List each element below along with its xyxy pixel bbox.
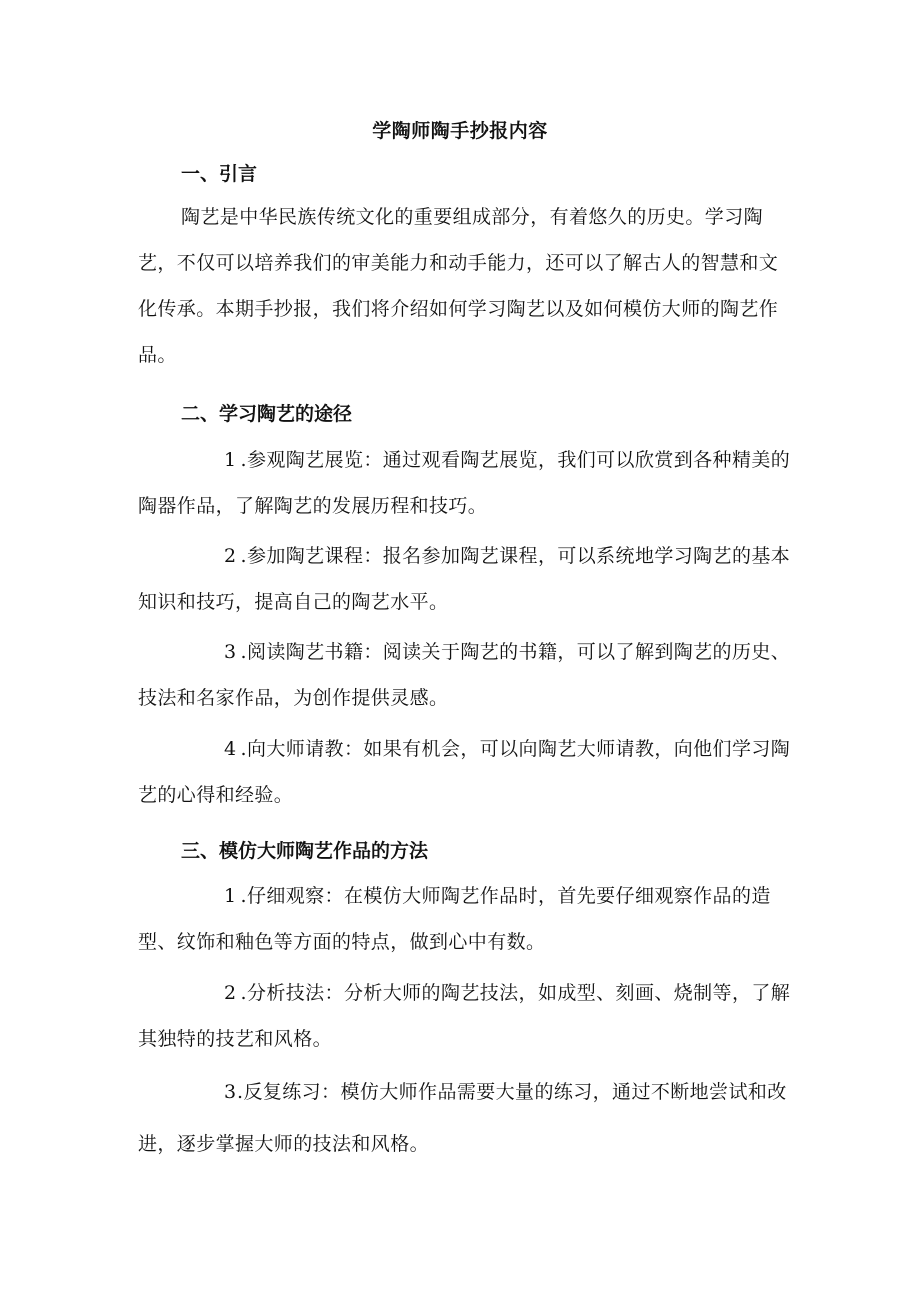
- list-item-number: 3: [224, 641, 237, 663]
- list-item: [138, 970, 798, 1062]
- document-title: 学陶师陶手抄报内容: [372, 120, 548, 142]
- list-item-text: .参加陶艺课程：报名参加陶艺课程，可以系统地学习陶艺的基本知识和技巧，提高自己的陶艺水平。: [138, 545, 791, 613]
- list-item: [138, 533, 798, 625]
- list-item-number: 1: [224, 885, 237, 907]
- list-item-number: 4: [224, 738, 237, 760]
- list-item: [138, 1066, 798, 1170]
- list-item-text: .参观陶艺展览：通过观看陶艺展览，我们可以欣赏到各种精美的陶器作品，了解陶艺的发展历程和技巧。: [138, 449, 791, 517]
- list-item: [138, 437, 798, 529]
- list-item: [138, 726, 798, 818]
- list-item-text: .阅读陶艺书籍：阅读关于陶艺的书籍，可以了解到陶艺的历史、技法和名家作品，为创作提供灵感。: [138, 641, 791, 709]
- list-item-number: 2: [224, 982, 237, 1004]
- list-item-text: .向大师请教：如果有机会，可以向陶艺大师请教，向他们学习陶艺的心得和经验。: [138, 738, 791, 806]
- list-item-number: 2: [224, 545, 237, 567]
- list-item: [138, 629, 798, 721]
- section-heading-introduction: 一、引言: [181, 163, 258, 185]
- section-heading-learning-paths: 二、学习陶艺的途径: [181, 403, 353, 425]
- list-item-number: 1: [224, 449, 237, 471]
- introduction-paragraph: 陶艺是中华民族传统文化的重要组成部分，有着悠久的历史。学习陶艺，不仅可以培养我们的审美能力和动手能力，还可以了解古人的智慧和文化传承。本期手抄报，我们将介绍如何学习陶艺以及如何模仿大师的陶艺作品。: [138, 206, 779, 366]
- list-item-number: 3: [224, 1081, 237, 1103]
- list-item-text: .分析技法：分析大师的陶艺技法，如成型、刻画、烧制等，了解其独特的技艺和风格。: [138, 982, 791, 1050]
- list-item-text: .仔细观察：在模仿大师陶艺作品时，首先要仔细观察作品的造型、纹饰和釉色等方面的特点，做到心中有数。: [138, 885, 771, 953]
- list-item: [138, 873, 798, 965]
- list-item-text: .反复练习：模仿大师作品需要大量的练习，通过不断地尝试和改进，逐步掌握大师的技法和风格。: [138, 1081, 787, 1155]
- section-heading-imitation-methods: 三、模仿大师陶艺作品的方法: [181, 840, 429, 862]
